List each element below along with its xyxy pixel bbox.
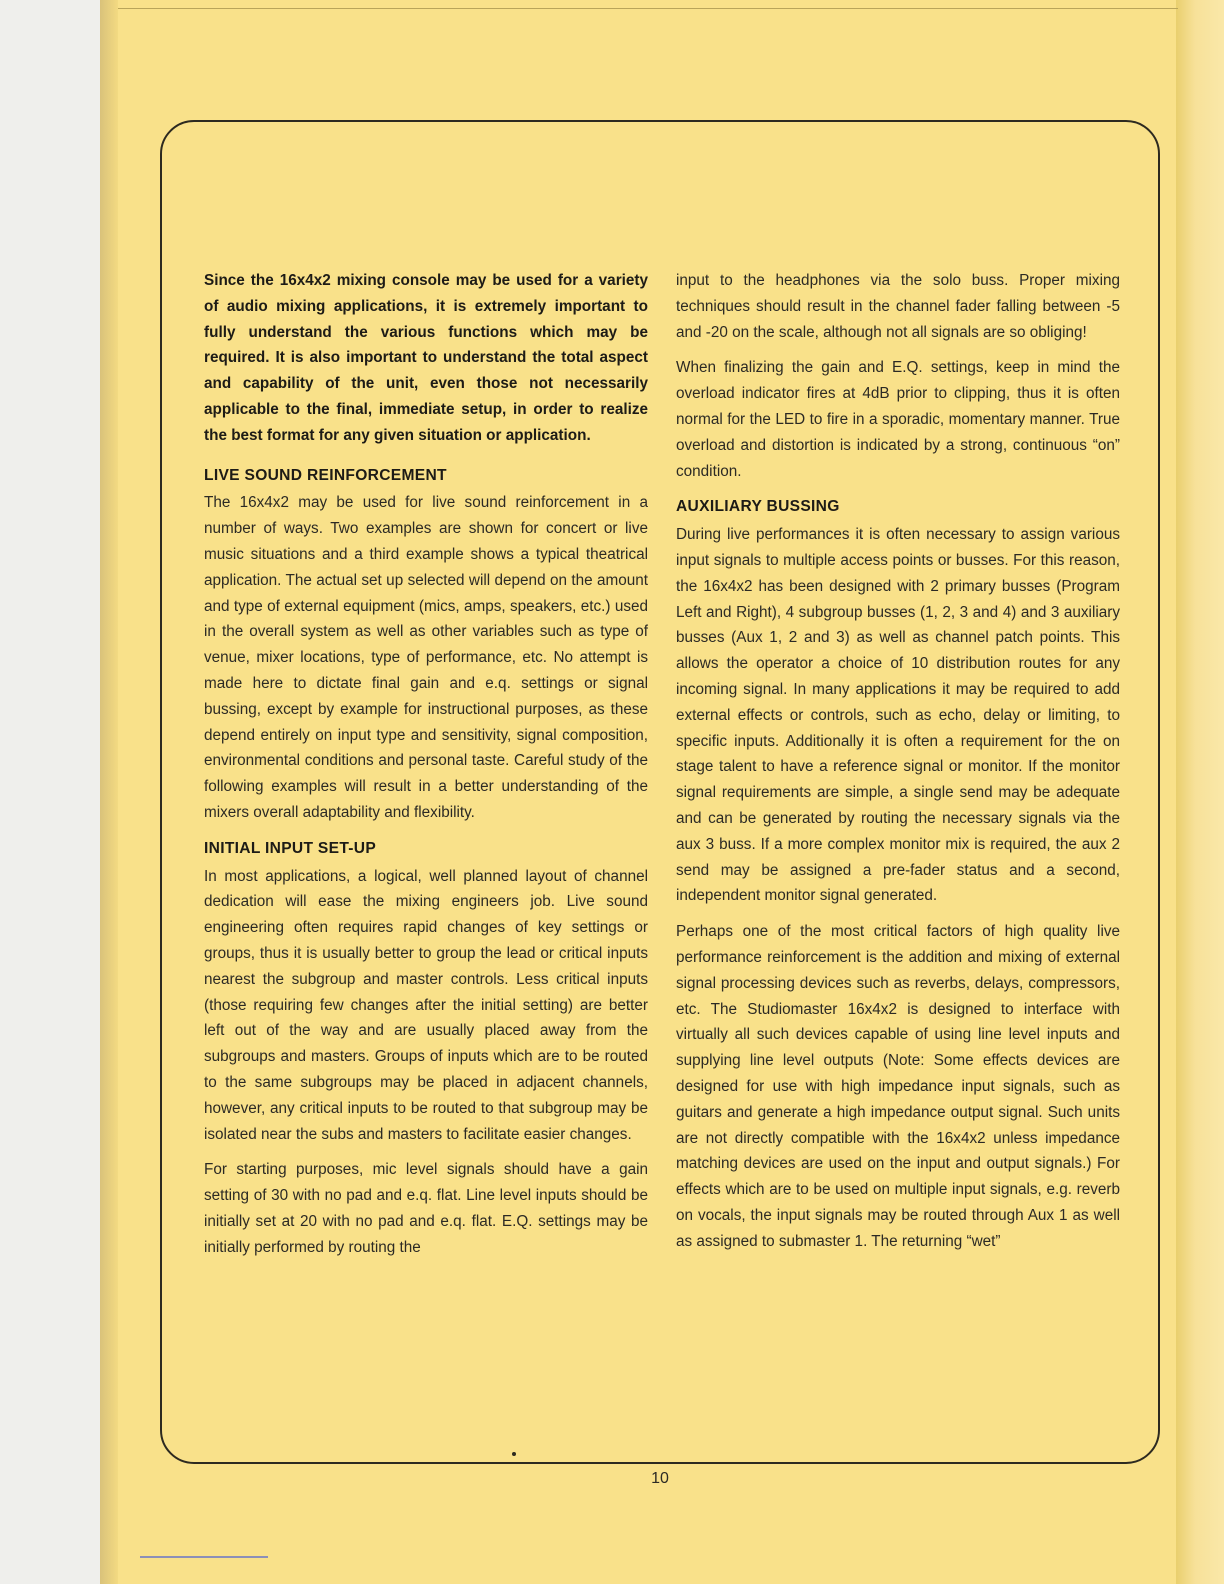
- bottom-scan-strip: [140, 1556, 268, 1558]
- effects-paragraph: Perhaps one of the most critical factors of high quality live performance reinforcement is the addition and mixing of external signal processing devices such as reverbs, delays, compressors, etc. The Studiomaster 16x4x2 is designed to interface with virtually all such devices capable of using line level inputs and supplying line level outputs (Note: Some effects devices are designed for use with high impedance input signals, such as guitars and generate a high impedance output signal. Such units are not directly compatible with the 16x4x2 unless impedance matching devices are used on the input and output signals.) For effects which are to be used on multiple input signals, e.g. reverb on vocals, the input signals may be routed through Aux 1 as well as assigned to submaster 1. The returning “wet”: [676, 923, 1120, 1250]
- auxiliary-bussing-heading: AUXILIARY BUSSING: [676, 498, 840, 516]
- auxiliary-bussing-paragraph: During live performances it is often necessary to assign various input signals to multiple access points or busses. For this reason, the 16x4x2 has been designed with 2 primary busses (Program Left and Right), 4 subgroup busses (1, 2, 3 and 4) and 3 auxiliary busses (Aux 1, 2 and 3) as well as channel patch points. This allows the operator a choice of 10 distribution routes for any incoming signal. In many applications it may be required to add external effects or controls, such as echo, delay or limiting, to specific inputs. Additionally it is often a requirement for the on stage talent to have a reference signal or monitor. If the monitor signal requirements are simple, a single send may be adequate and can be generated by routing the necessary signals via the aux 3 buss. If a more complex monitor mix is required, the aux 2 send may be assigned a pre-fader status and a second, independent monitor signal generated.: [676, 526, 1120, 905]
- page-number: 10: [651, 1470, 669, 1487]
- continued-paragraph: input to the headphones via the solo buss. Proper mixing techniques should result in the channel fader falling between -5 and -20 on the scale, although not all signals are so obliging!: [676, 272, 1120, 341]
- decorative-dot: [512, 1452, 516, 1456]
- right-column: [676, 268, 1120, 1264]
- initial-setup-heading: INITIAL INPUT SET-UP: [204, 839, 377, 857]
- finalizing-paragraph: When finalizing the gain and E.Q. settings, keep in mind the overload indicator fires at 4dB prior to clipping, thus it is often normal for the LED to fire in a sporadic, momentary manner. True overload and distortion is indicated by a strong, continuous “on” condition.: [676, 359, 1120, 480]
- paper-left-edge: [100, 0, 118, 1584]
- intro-paragraph: Since the 16x4x2 mixing console may be used for a variety of audio mixing applications, it is extremely important to fully understand the various functions which may be required. It is also important to understand the total aspect and capability of the unit, even those not necessarily applicable to the final, immediate setup, in order to realize the best format for any given situation or application.: [204, 272, 648, 444]
- top-rule: [118, 8, 1178, 9]
- initial-setup-paragraph: In most applications, a logical, well planned layout of channel dedication will ease the mixing engineers job. Live sound engineering often requires rapid changes of key settings or groups, thus it is usually better to group the lead or critical inputs nearest the subgroup and master controls. Less critical inputs (those requiring few changes after the initial setting) are better left out of the way and are usually placed away from the subgroups and masters. Groups of inputs which are to be routed to the same subgroups may be placed in adjacent channels, however, any critical inputs to be routed to that subgroup may be isolated near the subs and masters to facilitate easier changes.: [204, 867, 648, 1143]
- live-sound-heading: LIVE SOUND REINFORCEMENT: [204, 466, 447, 484]
- left-column: [204, 268, 648, 1270]
- live-sound-paragraph: The 16x4x2 may be used for live sound reinforcement in a number of ways. Two examples are shown for concert or live music situations and a third example shows a typical theatrical application. The actual set up selected will depend on the amount and type of external equipment (mics, amps, speakers, etc.) used in the overall system as well as other variables such as type of venue, mixer locations, type of performance, etc. No attempt is made here to dictate final gain and e.q. settings or signal bussing, except by example for instructional purposes, as these depend entirely on input type and sensitivity, signal composition, environmental conditions and personal taste. Careful study of the following examples will result in a better understanding of the mixers overall adaptability and flexibility.: [204, 494, 648, 821]
- starting-purposes-paragraph: For starting purposes, mic level signals should have a gain setting of 30 with no pad and e.q. flat. Line level inputs should be initially set at 20 with no pad and e.q. flat. E.Q. settings may be initially performed by routing the: [204, 1161, 648, 1256]
- paper-right-edge: [1176, 0, 1224, 1584]
